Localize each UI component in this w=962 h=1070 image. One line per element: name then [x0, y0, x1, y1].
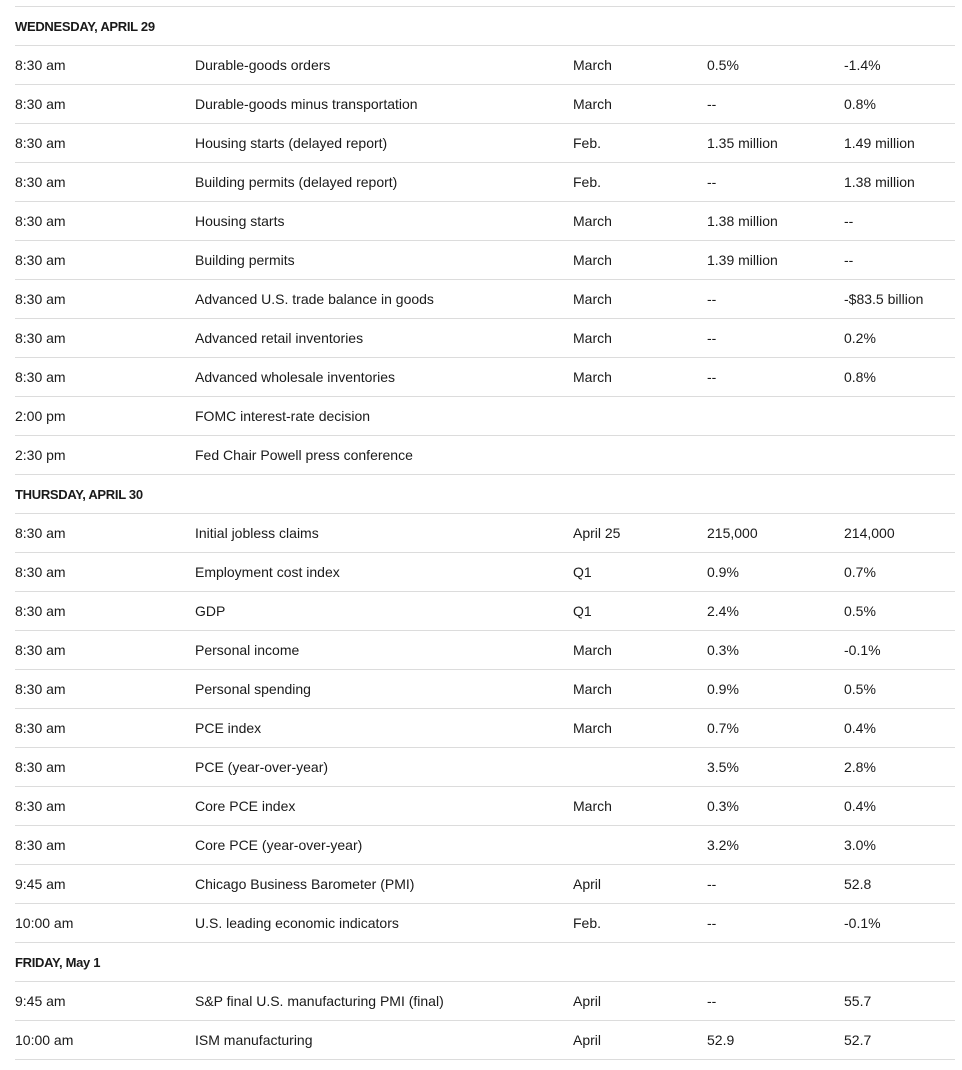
- time-cell: 8:30 am: [15, 525, 66, 541]
- forecast-cell: 1.38 million: [707, 213, 778, 229]
- forecast-cell: --: [707, 330, 717, 346]
- period-cell: March: [573, 96, 612, 112]
- previous-cell: 0.4%: [844, 798, 876, 814]
- period-cell: March: [573, 330, 612, 346]
- forecast-cell: --: [707, 876, 717, 892]
- period-cell: March: [573, 798, 612, 814]
- table-row: [15, 46, 955, 85]
- forecast-cell: --: [707, 291, 717, 307]
- forecast-cell: 3.5%: [707, 759, 739, 775]
- report-cell: Core PCE (year-over-year): [195, 837, 363, 853]
- period-cell: Feb.: [573, 915, 602, 931]
- report-cell: Housing starts (delayed report): [195, 135, 388, 151]
- forecast-cell: 1.39 million: [707, 252, 778, 268]
- previous-cell: -0.1%: [844, 915, 881, 931]
- time-cell: 8:30 am: [15, 135, 66, 151]
- time-cell: 8:30 am: [15, 96, 66, 112]
- previous-cell: 0.8%: [844, 369, 876, 385]
- forecast-cell: 52.9: [707, 1032, 735, 1048]
- previous-cell: 0.5%: [844, 681, 876, 697]
- period-cell: March: [573, 642, 612, 658]
- table-row: [15, 709, 955, 748]
- time-cell: 8:30 am: [15, 369, 66, 385]
- table-row: [15, 85, 955, 124]
- period-cell: Q1: [573, 564, 592, 580]
- period-cell: March: [573, 681, 612, 697]
- forecast-cell: 1.35 million: [707, 135, 778, 151]
- table-row: [15, 553, 955, 592]
- period-cell: March: [573, 291, 612, 307]
- report-cell: Durable-goods orders: [195, 57, 331, 73]
- table-row: [15, 982, 955, 1021]
- forecast-cell: 3.2%: [707, 837, 739, 853]
- time-cell: 8:30 am: [15, 57, 66, 73]
- period-cell: Feb.: [573, 174, 602, 190]
- period-cell: April: [573, 993, 602, 1009]
- table-row: [15, 631, 955, 670]
- table-row: [15, 826, 955, 865]
- time-cell: 2:00 pm: [15, 408, 66, 424]
- table-row: [15, 592, 955, 631]
- time-cell: 9:45 am: [15, 993, 66, 1009]
- table-row: [15, 280, 955, 319]
- report-cell: PCE index: [195, 720, 262, 736]
- report-cell: GDP: [195, 603, 226, 619]
- report-cell: Durable-goods minus transportation: [195, 96, 418, 112]
- previous-cell: -$83.5 billion: [844, 291, 924, 307]
- report-cell: Advanced wholesale inventories: [195, 369, 396, 385]
- previous-cell: 0.2%: [844, 330, 876, 346]
- previous-cell: 0.5%: [844, 603, 876, 619]
- previous-cell: --: [844, 252, 854, 268]
- time-cell: 10:00 am: [15, 915, 74, 931]
- report-cell: Core PCE index: [195, 798, 296, 814]
- time-cell: 8:30 am: [15, 798, 66, 814]
- forecast-cell: --: [707, 96, 717, 112]
- table-row: [15, 241, 955, 280]
- forecast-cell: 2.4%: [707, 603, 739, 619]
- table-row: [15, 904, 955, 943]
- time-cell: 8:30 am: [15, 720, 66, 736]
- time-cell: 8:30 am: [15, 564, 66, 580]
- time-cell: 8:30 am: [15, 603, 66, 619]
- previous-cell: 0.4%: [844, 720, 876, 736]
- forecast-cell: --: [707, 174, 717, 190]
- report-cell: U.S. leading economic indicators: [195, 915, 399, 931]
- time-cell: 10:00 am: [15, 1032, 74, 1048]
- forecast-cell: 0.5%: [707, 57, 739, 73]
- period-cell: Feb.: [573, 135, 602, 151]
- time-cell: 2:30 pm: [15, 447, 66, 463]
- forecast-cell: 0.9%: [707, 564, 739, 580]
- report-cell: FOMC interest-rate decision: [195, 408, 371, 424]
- report-cell: Employment cost index: [195, 564, 340, 580]
- table-row: [15, 436, 955, 475]
- previous-cell: 1.38 million: [844, 174, 915, 190]
- previous-cell: 1.49 million: [844, 135, 915, 151]
- period-cell: April 25: [573, 525, 621, 541]
- time-cell: 9:45 am: [15, 876, 66, 892]
- forecast-cell: --: [707, 993, 717, 1009]
- period-cell: March: [573, 213, 612, 229]
- previous-cell: 0.8%: [844, 96, 876, 112]
- previous-cell: 52.7: [844, 1032, 872, 1048]
- table-row: [15, 124, 955, 163]
- report-cell: Personal spending: [195, 681, 311, 697]
- report-cell: S&P final U.S. manufacturing PMI (final): [195, 993, 444, 1009]
- table-row: [15, 670, 955, 709]
- period-cell: March: [573, 720, 612, 736]
- previous-cell: 52.8: [844, 876, 872, 892]
- previous-cell: -1.4%: [844, 57, 881, 73]
- table-row: [15, 787, 955, 826]
- forecast-cell: 0.7%: [707, 720, 739, 736]
- period-cell: March: [573, 369, 612, 385]
- previous-cell: -0.1%: [844, 642, 881, 658]
- period-cell: Q1: [573, 603, 592, 619]
- forecast-cell: 0.3%: [707, 642, 739, 658]
- report-cell: Chicago Business Barometer (PMI): [195, 876, 415, 892]
- report-cell: Building permits: [195, 252, 295, 268]
- report-cell: Advanced U.S. trade balance in goods: [195, 291, 434, 307]
- time-cell: 8:30 am: [15, 681, 66, 697]
- table-row: [15, 1021, 955, 1060]
- report-cell: ISM manufacturing: [195, 1032, 313, 1048]
- forecast-cell: 0.3%: [707, 798, 739, 814]
- previous-cell: 55.7: [844, 993, 872, 1009]
- previous-cell: 214,000: [844, 525, 895, 541]
- report-cell: Personal income: [195, 642, 300, 658]
- day-label: FRIDAY, May 1: [15, 954, 101, 970]
- time-cell: 8:30 am: [15, 837, 66, 853]
- table-row: [15, 514, 955, 553]
- day-label: THURSDAY, APRIL 30: [15, 486, 143, 502]
- table-row: [15, 865, 955, 904]
- time-cell: 8:30 am: [15, 213, 66, 229]
- report-cell: PCE (year-over-year): [195, 759, 329, 775]
- forecast-cell: 215,000: [707, 525, 758, 541]
- report-cell: Building permits (delayed report): [195, 174, 398, 190]
- table-row: [15, 163, 955, 202]
- report-cell: Advanced retail inventories: [195, 330, 364, 346]
- previous-cell: 3.0%: [844, 837, 876, 853]
- day-header: [15, 943, 955, 982]
- day-header: [15, 7, 955, 46]
- forecast-cell: --: [707, 915, 717, 931]
- table-row: [15, 202, 955, 241]
- period-cell: March: [573, 57, 612, 73]
- report-cell: Fed Chair Powell press conference: [195, 447, 413, 463]
- forecast-cell: 0.9%: [707, 681, 739, 697]
- table-row: [15, 319, 955, 358]
- forecast-cell: --: [707, 369, 717, 385]
- time-cell: 8:30 am: [15, 252, 66, 268]
- time-cell: 8:30 am: [15, 642, 66, 658]
- period-cell: March: [573, 252, 612, 268]
- previous-cell: 0.7%: [844, 564, 876, 580]
- table-row: [15, 358, 955, 397]
- time-cell: 8:30 am: [15, 291, 66, 307]
- previous-cell: --: [844, 213, 854, 229]
- report-cell: Housing starts: [195, 213, 285, 229]
- report-cell: Initial jobless claims: [195, 525, 319, 541]
- period-cell: April: [573, 876, 602, 892]
- previous-cell: 2.8%: [844, 759, 876, 775]
- table-row: [15, 748, 955, 787]
- time-cell: 8:30 am: [15, 174, 66, 190]
- time-cell: 8:30 am: [15, 330, 66, 346]
- table-row: [15, 397, 955, 436]
- period-cell: April: [573, 1032, 602, 1048]
- day-label: WEDNESDAY, APRIL 29: [15, 18, 155, 34]
- time-cell: 8:30 am: [15, 759, 66, 775]
- economic-calendar: [15, 6, 955, 1060]
- day-header: [15, 475, 955, 514]
